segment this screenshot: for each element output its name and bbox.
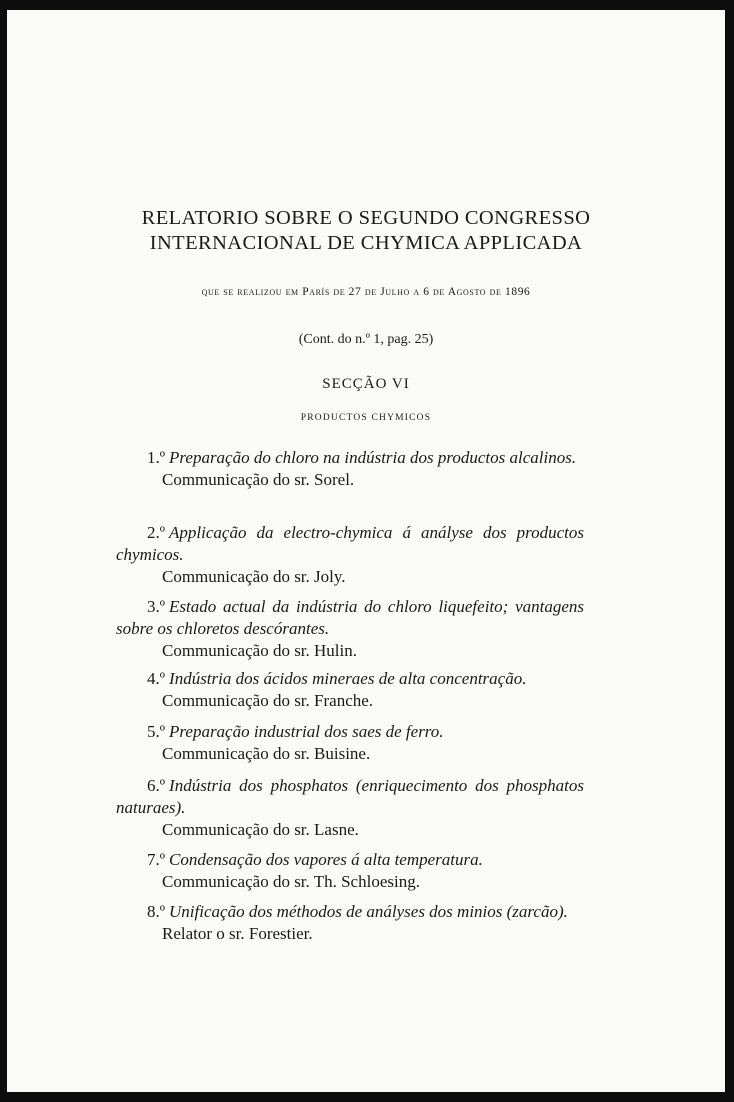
item-communication: Relator o sr. Forestier. xyxy=(162,924,313,943)
item-communication: Communicação do sr. Hulin. xyxy=(162,641,358,660)
item-number: 2.º xyxy=(147,523,166,542)
item-number: 6.º xyxy=(147,776,166,795)
item-number: 7.º xyxy=(147,850,166,869)
item-topic: Preparação industrial dos saes de ferro. xyxy=(169,722,444,741)
report-title-line-2: INTERNACIONAL DE CHYMICA APPLICADA xyxy=(149,232,583,254)
list-item-8 xyxy=(116,901,584,945)
document-page xyxy=(7,10,725,1092)
report-subtitle: que se realizou em París de 27 de Julho a 6 de Agosto de 1896 xyxy=(201,286,531,298)
continuation-note: (Cont. do n.º 1, pag. 25) xyxy=(298,332,434,347)
item-topic: Indústria dos phosphatos (enriquecimento dos phosphatos naturaes). xyxy=(116,776,584,817)
list-item-7 xyxy=(116,849,584,893)
item-topic: Unificação dos méthodos de anályses dos minios (zarcão). xyxy=(169,902,568,921)
list-item-5 xyxy=(116,721,584,765)
item-topic: Preparação do chloro na indústria dos productos alcalinos. xyxy=(169,448,577,467)
item-topic: Condensação dos vapores á alta temperatura. xyxy=(169,850,483,869)
report-title-line-1: RELATORIO SOBRE O SEGUNDO CONGRESSO xyxy=(141,207,591,229)
item-number: 5.º xyxy=(147,722,166,741)
list-item-3 xyxy=(116,596,584,662)
section-title: SECÇÃO VI xyxy=(322,376,410,392)
item-number: 4.º xyxy=(147,669,166,688)
item-number: 1.º xyxy=(147,448,166,467)
item-communication: Communicação do sr. Joly. xyxy=(162,567,346,586)
list-item-1 xyxy=(116,447,584,491)
item-number: 8.º xyxy=(147,902,166,921)
item-communication: Communicação do sr. Lasne. xyxy=(162,820,359,839)
item-number: 3.º xyxy=(147,597,166,616)
list-item-4 xyxy=(116,668,584,712)
section-subheading: PRODUCTOS CHYMICOS xyxy=(300,413,432,423)
item-communication: Communicação do sr. Franche. xyxy=(162,691,374,710)
item-topic: Indústria dos ácidos mineraes de alta concentração. xyxy=(169,669,527,688)
list-item-2 xyxy=(116,522,584,588)
list-item-6 xyxy=(116,775,584,841)
item-topic: Estado actual da indústria do chloro liquefeito; vantagens sobre os chloretos descórantes. xyxy=(116,597,584,638)
item-communication: Communicação do sr. Th. Schloesing. xyxy=(162,872,420,891)
item-communication: Communicação do sr. Sorel. xyxy=(162,470,355,489)
item-topic: Applicação da electro-chymica á anályse dos productos chymicos. xyxy=(116,523,584,564)
item-communication: Communicação do sr. Buisine. xyxy=(162,744,371,763)
